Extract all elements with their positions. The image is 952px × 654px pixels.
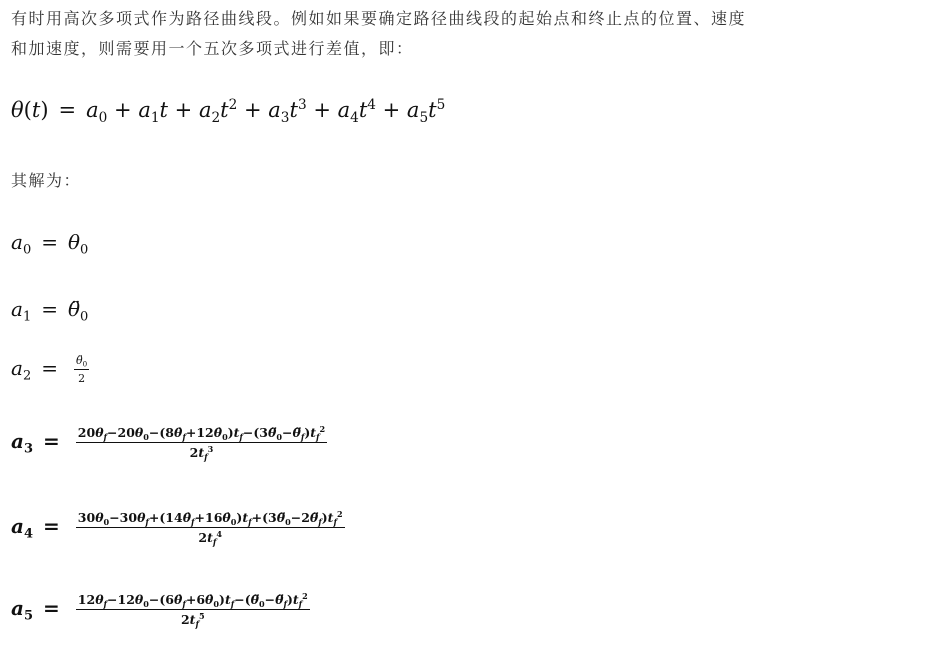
solution-a5: $a_5$ = $\frac{12\theta_f-12\theta_0-(6\thetȧ_f+6\thetȧ_0)t_f-(\thetä_0-\thetä_f)t_f^2}{2t_f^5}$ [11,591,308,629]
solution-a0: $a_0 = \theta_0$ [11,230,89,258]
solution-a2: $a_2$ = $\frac{\thetä_0}{2}$ [11,354,88,385]
a2-fraction: $\frac{\thetä_0}{2}$ [75,354,88,385]
main-equation: $\theta(t) = a_0 + a_1t + a_2t^2 + a_3t^3 + a_4t^4 + a_5t^5$ [11,96,446,126]
solution-label: 其解为： [11,171,82,190]
intro-line-2: 和加速度，则需要用一个五次多项式进行差值，即： [11,39,414,58]
solution-a4: $a_4$ = $\frac{30\theta_0-30\theta_f+(14\thetȧ_f+16\thetȧ_0)t_f+(3\thetä_0-2\thetä_f)t_f^2}{2t_f^4}$ [11,509,343,547]
intro-paragraph [11,4,746,64]
a5-fraction: $\frac{12\theta_f-12\theta_0-(6\thetȧ_f+6\thetȧ_0)t_f-(\thetä_0-\thetä_f)t_f^2}{2t_f^5}$ [77,591,308,629]
solution-a1: $a_1$ = $\thetä_0$ [11,297,89,325]
document-page [11,0,941,654]
solution-a3: $a_3$ = $\frac{20\theta_f-20\theta_0-(8\thetȧ_f+12\thetȧ_0)t_f-(3\thetä_0-\thetä_f)t_f^2}{2t_f^3}$ [11,424,326,462]
main-equation-lhs: θ(t) [11,98,49,122]
intro-line-1: 有时用高次多项式作为路径曲线段。例如如果要确定路径曲线段的起始点和终止点的位置、速度 [11,9,747,28]
a3-fraction: $\frac{20\theta_f-20\theta_0-(8\thetȧ_f+12\thetȧ_0)t_f-(3\thetä_0-\thetä_f)t_f^2}{2t_f^3}$ [77,424,326,462]
a4-fraction: $\frac{30\theta_0-30\theta_f+(14\thetȧ_f+16\thetȧ_0)t_f+(3\thetä_0-2\thetä_f)t_f^2}{2t_f^4}$ [77,509,343,547]
